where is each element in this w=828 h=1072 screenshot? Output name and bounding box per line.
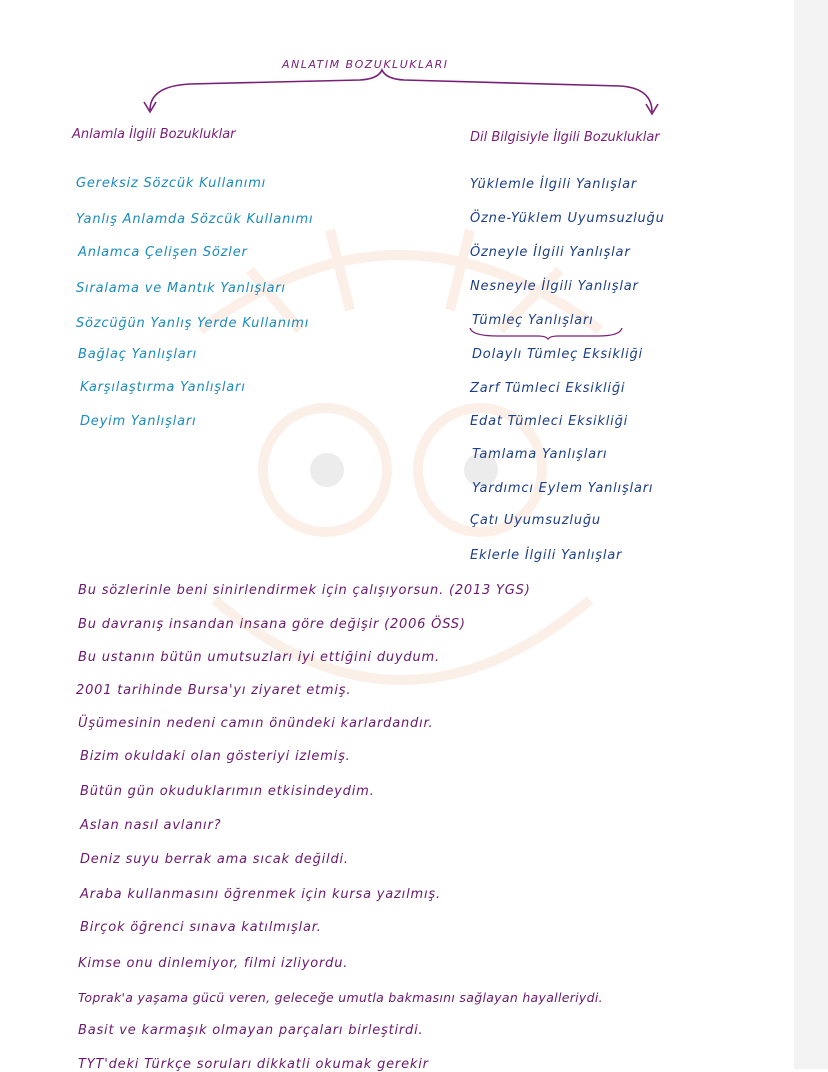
right-item: Yüklemle İlgili Yanlışlar (470, 177, 638, 192)
right-item: Dolaylı Tümleç Eksikliği (472, 347, 643, 362)
left-item: Bağlaç Yanlışları (78, 347, 198, 362)
header-grammar-errors: Dil Bilgisiyle İlgili Bozukluklar (470, 130, 660, 145)
example-sentence: Kimse onu dinlemiyor, filmi izliyordu. (78, 956, 349, 971)
example-sentence: Bizim okuldaki olan gösteriyi izlemiş. (80, 749, 351, 764)
example-sentence: Araba kullanmasını öğrenmek için kursa yazılmış. (80, 887, 441, 902)
example-sentence: Bu sözlerinle beni sinirlendirmek için çalışıyorsun. (2013 YGS) (78, 583, 531, 598)
right-item: Tümleç Yanlışları (472, 313, 594, 328)
right-item: Zarf Tümleci Eksikliği (470, 381, 626, 396)
page-edge (794, 0, 828, 1069)
right-item: Özneyle İlgili Yanlışlar (470, 245, 631, 260)
left-item: Anlamca Çelişen Sözler (78, 245, 248, 260)
example-sentence: Bu ustanın bütün umutsuzları iyi ettiğini duydum. (78, 650, 440, 665)
right-item: Yardımcı Eylem Yanlışları (472, 481, 654, 496)
right-item: Çatı Uyumsuzluğu (470, 513, 601, 528)
example-sentence: Toprak'a yaşama gücü veren, geleceğe umutla bakmasını sağlayan hayalleriydi. (78, 990, 603, 1005)
split-bracket (0, 0, 794, 130)
example-sentence: Birçok öğrenci sınava katılmışlar. (80, 920, 322, 935)
example-sentence: Üşümesinin nedeni camın önündeki karlardandır. (78, 716, 434, 731)
page-title: ANLATIM BOZUKLUKLARI (282, 58, 449, 71)
example-sentence: Bu davranış insandan insana göre değişir (2006 ÖSS) (78, 617, 466, 632)
left-item: Deyim Yanlışları (80, 414, 197, 429)
example-sentence: 2001 tarihinde Bursa'yı ziyaret etmiş. (76, 683, 352, 698)
header-meaning-errors: Anlamla İlgili Bozukluklar (72, 127, 236, 142)
right-item: Özne-Yüklem Uyumsuzluğu (470, 211, 665, 226)
right-item: Edat Tümleci Eksikliği (470, 414, 629, 429)
left-item: Yanlış Anlamda Sözcük Kullanımı (76, 212, 314, 227)
left-item: Karşılaştırma Yanlışları (80, 380, 246, 395)
example-sentence: TYT'deki Türkçe soruları dikkatli okumak gerekir (78, 1057, 429, 1072)
left-item: Sıralama ve Mantık Yanlışları (76, 281, 286, 296)
left-item: Sözcüğün Yanlış Yerde Kullanımı (76, 316, 310, 331)
right-item: Tamlama Yanlışları (472, 447, 608, 462)
example-sentence: Deniz suyu berrak ama sıcak değildi. (80, 852, 349, 867)
example-sentence: Bütün gün okuduklarımın etkisindeydim. (80, 784, 375, 799)
right-item: Nesneyle İlgili Yanlışlar (470, 279, 639, 294)
left-item: Gereksiz Sözcük Kullanımı (76, 176, 267, 191)
right-item: Eklerle İlgili Yanlışlar (470, 548, 623, 563)
underline-brace (468, 326, 628, 340)
example-sentence: Aslan nasıl avlanır? (80, 818, 222, 833)
example-sentence: Basit ve karmaşık olmayan parçaları birleştirdi. (78, 1023, 424, 1038)
